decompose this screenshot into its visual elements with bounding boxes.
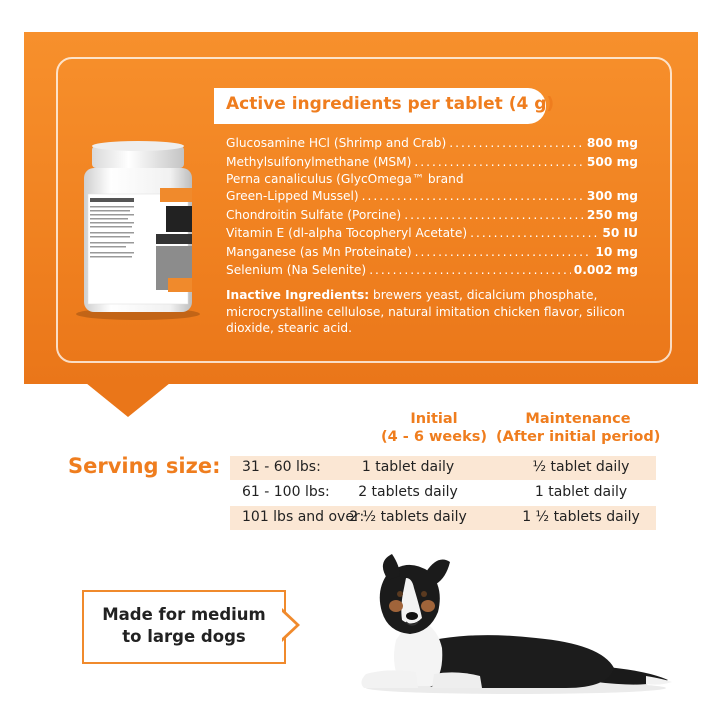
ingredient-amount: 300 mg (586, 189, 638, 203)
ingredient-amount: 50 IU (602, 226, 638, 240)
column-header-initial-sub: (4 - 6 weeks) (381, 429, 487, 445)
ingredient-row (226, 224, 638, 243)
inactive-text: brewers yeast, dicalcium phosphate, microcrystalline cellulose, natural imitation chicken flavor, silicon dioxide, stearic acid. (226, 288, 625, 335)
ingredient-name: Chondroitin Sulfate (Porcine) (226, 207, 402, 222)
ingredient-name: Green-Lipped Mussel) (226, 189, 359, 203)
leader-dots (404, 206, 584, 225)
ingredient-amount: 500 mg (586, 154, 638, 169)
callout-text (84, 604, 284, 648)
table-row (230, 456, 656, 480)
ingredients-heading-text: Active ingredients per tablet (4 g) (226, 94, 555, 114)
callout-line: to large dogs (122, 627, 246, 646)
dog-size-callout (82, 590, 286, 664)
table-row (230, 506, 656, 530)
leader-dots (470, 224, 599, 243)
ingredient-row (226, 153, 638, 172)
ingredient-amount: 250 mg (586, 207, 638, 222)
ingredient-name: Glucosamine HCl (Shrimp and Crab) (226, 136, 447, 150)
maintenance-cell: ½ tablet daily (532, 459, 630, 475)
ingredient-amount: 0.002 mg (573, 263, 638, 277)
callout-arrow-fill (281, 611, 296, 639)
ingredient-amount: 10 mg (595, 244, 638, 259)
leader-dots (369, 261, 571, 280)
serving-size-label: Serving size: (68, 454, 221, 478)
inactive-ingredients (226, 287, 626, 337)
ingredient-name: Manganese (as Mn Proteinate) (226, 244, 412, 259)
panel-pointer (86, 383, 170, 417)
leader-dots (362, 187, 584, 206)
column-header-maintenance-sub: (After initial period) (496, 429, 661, 445)
leader-dots (449, 134, 584, 153)
column-header-maintenance (496, 410, 660, 446)
maintenance-cell: 1 ½ tablets daily (522, 509, 640, 525)
ingredient-row (226, 187, 638, 206)
ingredient-name: Vitamin E (dl-alpha Tocopheryl Acetate) (226, 226, 468, 240)
ingredient-name: Methylsulfonylmethane (MSM) (226, 154, 412, 169)
weight-cell: 31 - 60 lbs: (242, 459, 321, 475)
ingredient-row (226, 261, 638, 280)
ingredient-name: Selenium (Na Selenite) (226, 263, 367, 277)
initial-cell: 2 ½ tablets daily (349, 509, 467, 525)
supplement-bottle-image (64, 140, 212, 320)
active-ingredients-list (226, 134, 638, 280)
ingredient-name-line1: Perna canaliculus (GlycOmega™ brand (226, 172, 464, 186)
initial-cell: 1 tablet daily (361, 459, 455, 475)
column-header-maintenance-title: Maintenance (525, 411, 631, 427)
ingredient-row (226, 206, 638, 225)
maintenance-cell: 1 tablet daily (534, 484, 628, 500)
ingredients-heading (214, 88, 555, 124)
leader-dots (414, 153, 584, 172)
initial-cell: 2 tablets daily (358, 484, 458, 500)
weight-cell: 61 - 100 lbs: (242, 484, 330, 500)
column-header-initial-title: Initial (410, 411, 458, 427)
ingredient-row (226, 243, 638, 262)
weight-cell: 101 lbs and over: (242, 509, 365, 525)
leader-dots (415, 243, 593, 262)
table-row (230, 481, 656, 505)
inactive-label: Inactive Ingredients: (226, 288, 370, 302)
ingredient-row (226, 134, 638, 153)
column-header-initial (372, 410, 496, 446)
callout-line: Made for medium (102, 605, 266, 624)
dog-photo (346, 548, 676, 696)
ingredient-amount: 800 mg (586, 136, 638, 150)
